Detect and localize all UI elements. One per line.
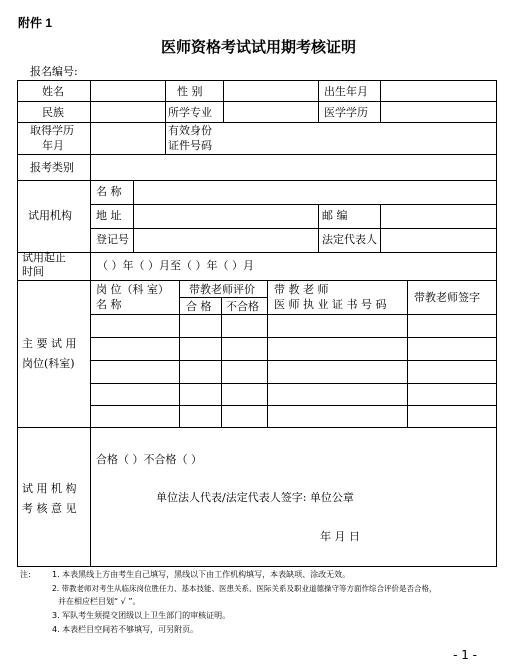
postcode-label: 邮 编	[322, 209, 348, 222]
post-label-1: 主 要 试 用	[22, 337, 77, 350]
id-label-1: 有效身份	[168, 124, 212, 137]
org-name-label: 名 称	[96, 185, 122, 198]
teacher-cert-header-1: 带 教 老 师	[274, 283, 329, 296]
ethnicity-label: 民族	[42, 106, 64, 119]
pass-header: 合 格	[186, 300, 212, 313]
birth-label: 出生年月	[324, 85, 368, 98]
teacher-signature-header: 带教老师签字	[414, 291, 480, 304]
registration-number-label: 报名编号:	[30, 65, 78, 78]
period-label-1: 试用起止	[22, 251, 66, 264]
page-title: 医师资格考试试用期考核证明	[160, 38, 356, 56]
note-3: 3. 军队考生须提交团级以上卫生部门的审核证明。	[52, 611, 231, 620]
exam-category-label: 报考类别	[30, 161, 74, 174]
fail-header: 不合格	[226, 300, 259, 313]
id-label-2: 证件号码	[168, 139, 212, 152]
opinion-result: 合格（ ）不合格（ ）	[96, 453, 202, 466]
registration-id-label: 登记号	[96, 233, 129, 246]
attachment-label: 附件 1	[18, 16, 53, 30]
opinion-label-2: 考 核 意 见	[22, 502, 77, 515]
major-label: 所学专业	[168, 106, 212, 119]
teacher-cert-header-2: 医 师 执 业 证 书 号 码	[274, 298, 387, 311]
teacher-eval-header: 带教老师评价	[189, 283, 255, 296]
dept-header-1: 岗 位（科 室）	[96, 283, 169, 296]
legal-rep-label: 法定代表人	[322, 233, 377, 246]
note-2a: 2. 带教老师对考生从临床岗位胜任力、基本技能、医患关系、医际关系及职业道德操守等方面作综合评价是否合格，	[52, 584, 437, 593]
note-2b: 并在相应栏目划“ √ ”。	[58, 597, 141, 606]
opinion-label-1: 试 用 机 构	[22, 482, 77, 495]
acquired-label-1: 取得学历	[30, 124, 74, 137]
period-label-2: 时间	[22, 265, 44, 278]
gender-label: 性 别	[177, 85, 203, 98]
org-address-label: 地 址	[96, 209, 122, 222]
page-number: - 1 -	[453, 648, 477, 662]
education-label: 医学学历	[324, 106, 368, 119]
name-label: 姓名	[42, 85, 64, 98]
note-4: 4. 本表栏目空间若不够填写，可另附页。	[52, 625, 199, 634]
period-text: （ ）年（ ）月至（ ）年（ ）月	[97, 259, 254, 272]
signature-line: 单位法人代表/法定代表人签字: 单位公章	[156, 491, 354, 504]
dept-header-2: 名 称	[96, 298, 122, 311]
post-label-2: 岗位(科室)	[22, 357, 75, 370]
trial-org-label: 试用机构	[28, 209, 72, 222]
acquired-label-2: 年月	[42, 139, 64, 152]
notes-prefix: 注:	[20, 570, 31, 579]
date-line: 年 月 日	[320, 530, 360, 543]
note-1: 1. 本表黑线上方由考生自己填写，黑线以下由工作机构填写，本表缺项、涂改无效。	[52, 570, 351, 579]
